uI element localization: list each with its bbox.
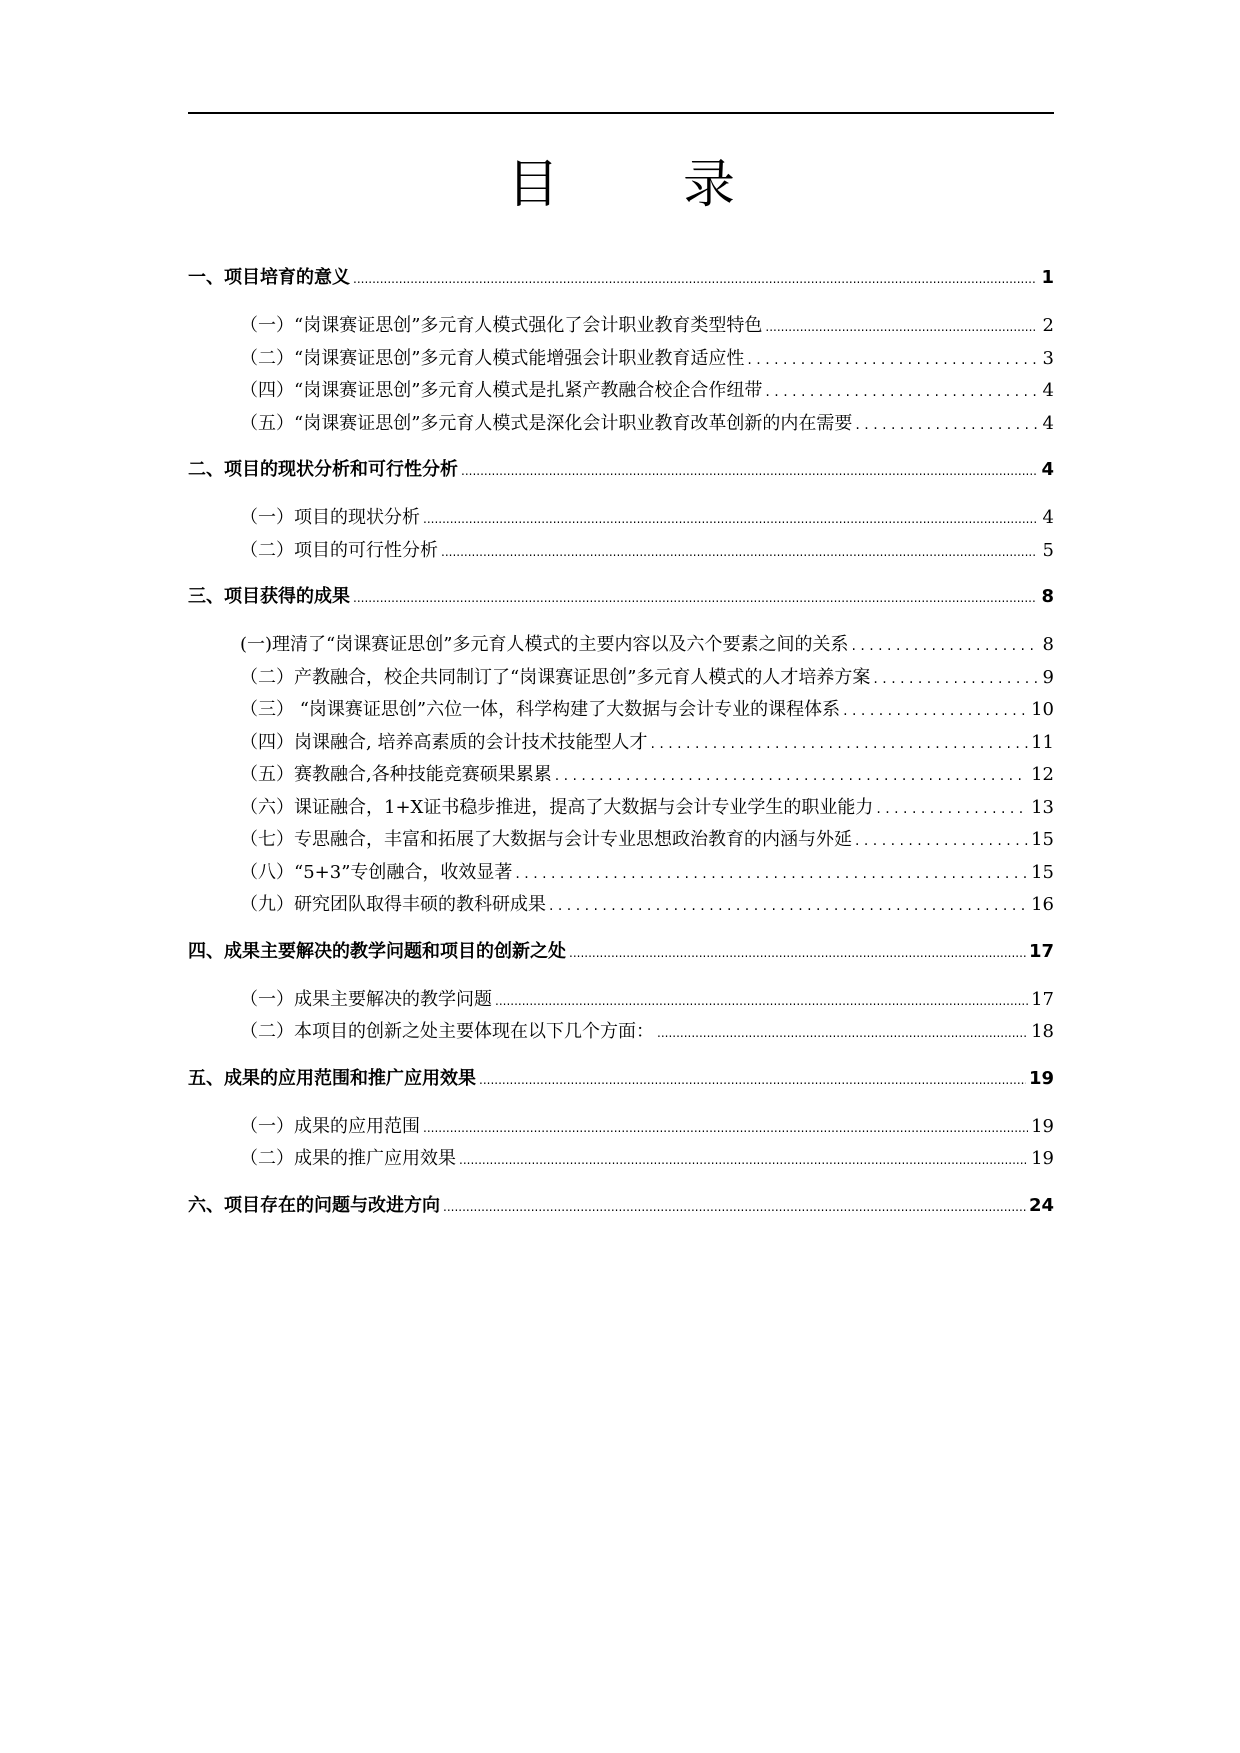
toc-page-number: 24 bbox=[1028, 1194, 1054, 1216]
toc-entry-text: （一）成果的应用范围 bbox=[240, 1115, 420, 1137]
toc-entry-section-4-2[interactable] bbox=[188, 1016, 1054, 1049]
dot-leader bbox=[876, 792, 1028, 826]
toc-entry-section-3[interactable] bbox=[188, 581, 1054, 613]
toc-entry-text: （一）项目的现状分析 bbox=[240, 507, 420, 528]
toc-entry-text: （五）赛教融合,各种技能竞赛硕果累累 bbox=[240, 764, 552, 785]
toc-page-number: 15 bbox=[1031, 861, 1054, 883]
toc-entry-text: 六、项目存在的问题与改进方向 bbox=[188, 1194, 440, 1216]
dot-leader bbox=[495, 984, 1028, 1018]
dot-leader bbox=[765, 310, 1037, 344]
dot-leader bbox=[515, 857, 1028, 891]
dot-leader bbox=[843, 694, 1028, 728]
toc-entry-section-2-2[interactable] bbox=[188, 535, 1054, 568]
toc-entry-section-1-1[interactable] bbox=[188, 310, 1054, 343]
toc-entry-section-3-6[interactable] bbox=[188, 792, 1054, 825]
toc-entry-text: 五、成果的应用范围和推广应用效果 bbox=[188, 1067, 476, 1089]
dot-leader bbox=[443, 1190, 1026, 1223]
toc-entry-text: （四）“岗课赛证思创”多元育人模式是扎紧产教融合校企合作纽带 bbox=[240, 380, 763, 401]
toc-entry-section-3-7[interactable] bbox=[188, 824, 1054, 857]
toc-entry-text: （二）项目的可行性分析 bbox=[240, 539, 438, 561]
header-rule bbox=[188, 112, 1054, 114]
toc-entry-section-3-3[interactable] bbox=[188, 694, 1054, 727]
toc-page-number: 15 bbox=[1031, 829, 1054, 850]
toc-entry-text: 二、项目的现状分析和可行性分析 bbox=[188, 459, 458, 480]
dot-leader bbox=[461, 454, 1037, 487]
dot-leader bbox=[441, 535, 1037, 569]
toc-entry-text: （三） “岗课赛证思创”六位一体，科学构建了大数据与会计专业的课程体系 bbox=[240, 699, 841, 720]
toc-entry-section-5-1[interactable] bbox=[188, 1111, 1054, 1144]
toc-page-number: 4 bbox=[1042, 507, 1054, 528]
dot-leader bbox=[657, 1016, 1028, 1050]
toc-entry-section-5-2[interactable] bbox=[188, 1143, 1054, 1176]
dot-leader bbox=[569, 936, 1026, 969]
toc-entry-text: （六）课证融合，1+X证书稳步推进，提高了大数据与会计专业学生的职业能力 bbox=[240, 796, 874, 818]
toc-entry-text: （二）本项目的创新之处主要体现在以下几个方面： bbox=[240, 1021, 654, 1042]
toc-page-number: 16 bbox=[1031, 894, 1054, 915]
toc-entry-section-3-2[interactable] bbox=[188, 662, 1054, 695]
toc-page-number: 10 bbox=[1031, 699, 1054, 720]
toc-page-number: 4 bbox=[1042, 380, 1054, 401]
dot-leader bbox=[765, 375, 1037, 409]
dot-leader bbox=[549, 889, 1028, 923]
toc-entry-text: （二）产教融合，校企共同制订了“岗课赛证思创”多元育人模式的人才培养方案 bbox=[240, 666, 871, 688]
toc-title: 目 录 bbox=[506, 155, 771, 215]
dot-leader bbox=[855, 824, 1028, 858]
toc-entry-section-3-1[interactable] bbox=[188, 629, 1054, 662]
toc-entry-section-1[interactable] bbox=[188, 262, 1054, 294]
dot-leader bbox=[353, 581, 1037, 614]
dot-leader bbox=[650, 727, 1028, 761]
toc-entry-text: （一）成果主要解决的教学问题 bbox=[240, 988, 492, 1010]
toc-entry-text: 三、项目获得的成果 bbox=[188, 586, 350, 607]
dot-leader bbox=[855, 408, 1037, 442]
dot-leader bbox=[353, 262, 1037, 295]
toc-page-number: 17 bbox=[1031, 988, 1054, 1010]
toc-entry-text: （二）成果的推广应用效果 bbox=[240, 1148, 456, 1169]
toc-entry-section-5[interactable] bbox=[188, 1063, 1054, 1095]
toc-entry-section-3-5[interactable] bbox=[188, 759, 1054, 792]
toc-page-number: 4 bbox=[1041, 459, 1054, 480]
toc-entry-section-3-4[interactable] bbox=[188, 727, 1054, 760]
toc-page-number: 12 bbox=[1031, 764, 1054, 785]
dot-leader bbox=[423, 502, 1037, 536]
toc-entry-section-6[interactable] bbox=[188, 1190, 1054, 1222]
toc-page-number: 5 bbox=[1042, 539, 1054, 561]
toc-entry-text: （五）“岗课赛证思创”多元育人模式是深化会计职业教育改革创新的内在需要 bbox=[240, 412, 853, 434]
toc-page-number: 11 bbox=[1031, 731, 1054, 753]
toc-page-number: 8 bbox=[1041, 586, 1054, 607]
toc-page-number: 1 bbox=[1041, 267, 1054, 288]
toc-entry-text: （四）岗课融合, 培养高素质的会计技术技能型人才 bbox=[240, 731, 648, 753]
toc-entry-section-3-9[interactable] bbox=[188, 889, 1054, 922]
toc-entry-section-4-1[interactable] bbox=[188, 984, 1054, 1017]
dot-leader bbox=[423, 1111, 1028, 1145]
toc-entry-section-3-8[interactable] bbox=[188, 857, 1054, 890]
toc-entry-text: 四、成果主要解决的教学问题和项目的创新之处 bbox=[188, 940, 566, 962]
dot-leader bbox=[479, 1063, 1026, 1096]
toc-entry-text: （二）“岗课赛证思创”多元育人模式能增强会计职业教育适应性 bbox=[240, 347, 745, 369]
toc-entry-section-1-3[interactable] bbox=[188, 375, 1054, 408]
toc-page-number: 19 bbox=[1031, 1148, 1054, 1169]
toc-entry-text: 一、项目培育的意义 bbox=[188, 267, 350, 288]
toc-page-number: 9 bbox=[1042, 666, 1054, 688]
toc-page-number: 19 bbox=[1031, 1115, 1054, 1137]
toc-entry-text: (一)理清了“岗课赛证思创”多元育人模式的主要内容以及六个要素之间的关系 bbox=[240, 634, 849, 655]
toc-page-number: 19 bbox=[1028, 1067, 1054, 1089]
dot-leader bbox=[555, 759, 1028, 793]
toc-entry-section-4[interactable] bbox=[188, 936, 1054, 968]
dot-leader bbox=[851, 629, 1037, 663]
toc-page-number: 3 bbox=[1042, 347, 1054, 369]
toc-entry-text: （八）“5+3”专创融合，收效显著 bbox=[240, 861, 513, 883]
dot-leader bbox=[747, 343, 1037, 377]
toc-entry-section-2-1[interactable] bbox=[188, 502, 1054, 535]
dot-leader bbox=[459, 1143, 1028, 1177]
dot-leader bbox=[873, 662, 1037, 696]
toc-entry-text: （九）研究团队取得丰硕的教科研成果 bbox=[240, 894, 546, 915]
toc-page-number: 17 bbox=[1028, 940, 1054, 962]
toc-page-number: 4 bbox=[1042, 412, 1054, 434]
toc-entry-text: （七）专思融合，丰富和拓展了大数据与会计专业思想政治教育的内涵与外延 bbox=[240, 829, 852, 850]
toc-entry-section-1-4[interactable] bbox=[188, 408, 1054, 441]
toc-page-number: 13 bbox=[1031, 796, 1054, 818]
toc-entry-section-1-2[interactable] bbox=[188, 343, 1054, 376]
table-of-contents bbox=[188, 262, 1054, 1222]
toc-page-number: 2 bbox=[1042, 315, 1054, 336]
toc-entry-section-2[interactable] bbox=[188, 454, 1054, 486]
toc-page-number: 18 bbox=[1031, 1021, 1054, 1042]
toc-page-number: 8 bbox=[1042, 634, 1054, 655]
toc-entry-text: （一）“岗课赛证思创”多元育人模式强化了会计职业教育类型特色 bbox=[240, 315, 763, 336]
